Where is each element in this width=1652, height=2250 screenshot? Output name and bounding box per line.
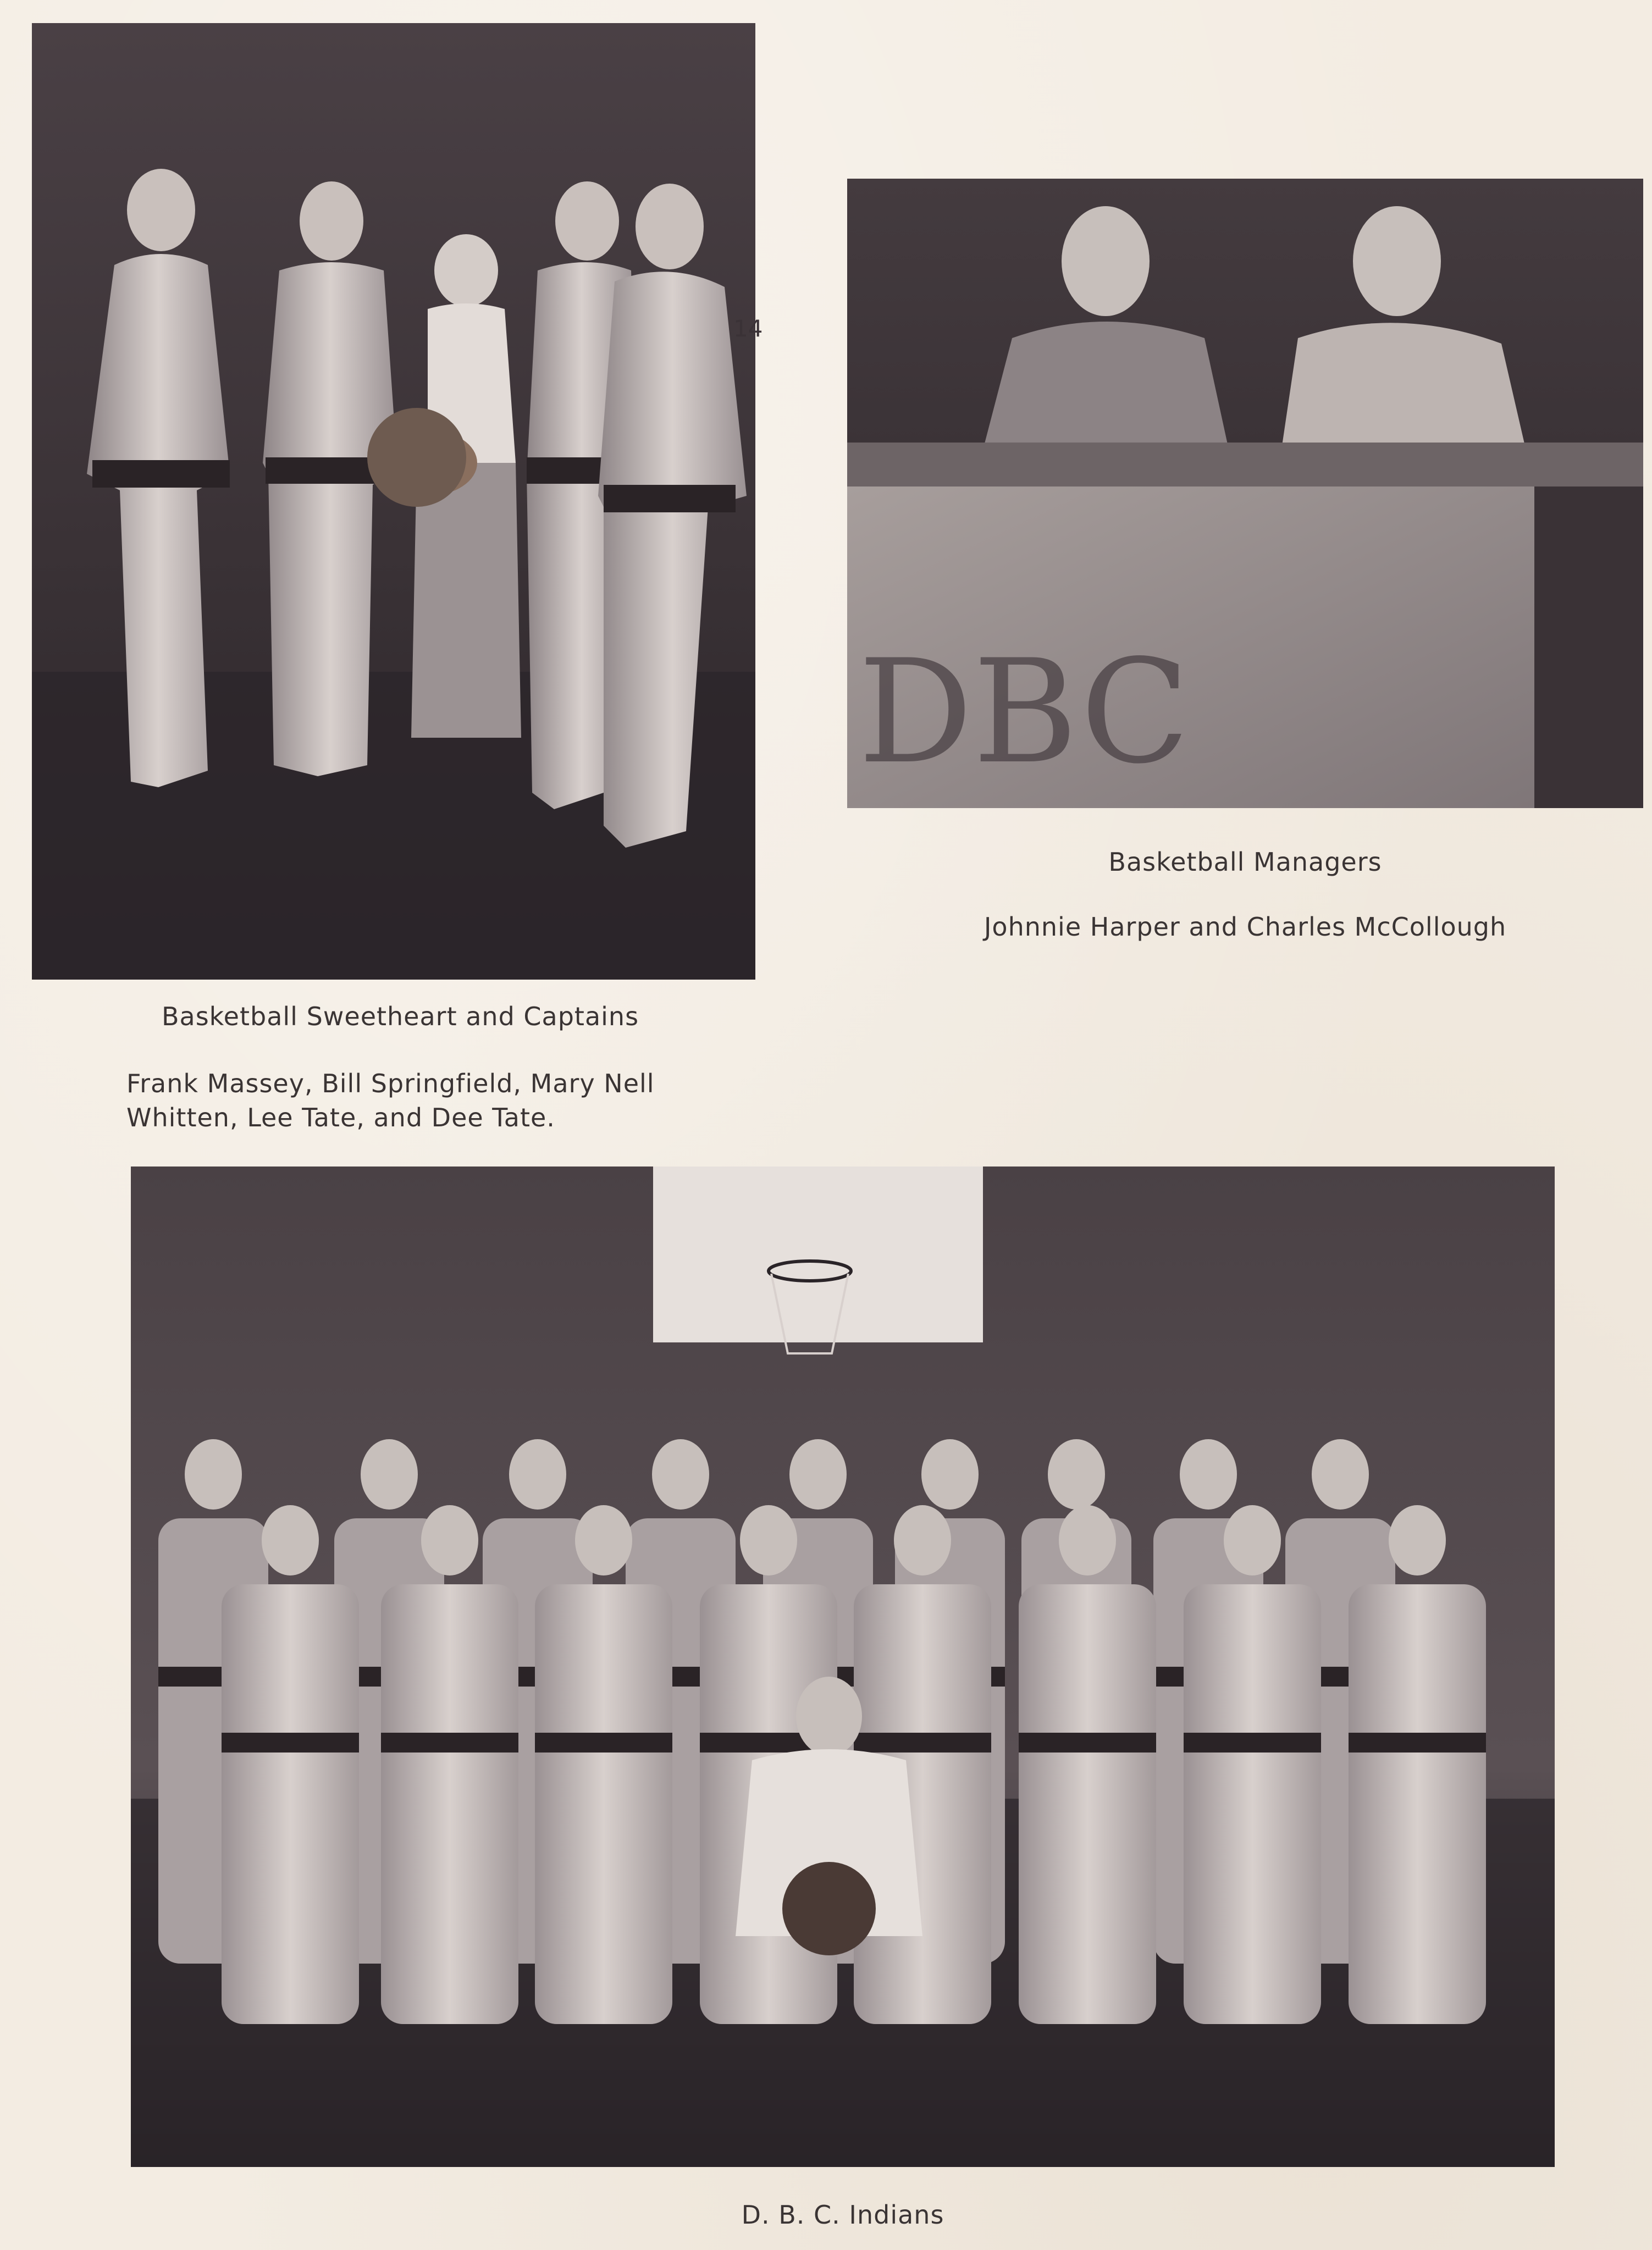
jersey-number: 14: [733, 315, 763, 342]
team-caption-title: D. B. C. Indians: [741, 2200, 944, 2230]
managers-caption-title: Basketball Managers: [1108, 847, 1382, 877]
captains-caption-names-line1: Frank Massey, Bill Springfield, Mary Nell: [126, 1069, 655, 1098]
backboard: [653, 1167, 983, 1342]
team-photo-image: [131, 1167, 1555, 2167]
team-photo: [131, 1167, 1555, 2167]
captains-caption-names-line2: Whitten, Lee Tate, and Dee Tate.: [126, 1103, 555, 1132]
captains-caption-title: Basketball Sweetheart and Captains: [161, 1002, 639, 1031]
captains-photo-image: [32, 23, 763, 980]
managers-caption-names: Johnnie Harper and Charles McCollough: [984, 912, 1507, 942]
desk-monogram: DBC: [858, 629, 1190, 795]
managers-photo: [847, 179, 1643, 808]
captains-photo: [32, 23, 763, 980]
managers-photo-image: [847, 179, 1643, 808]
